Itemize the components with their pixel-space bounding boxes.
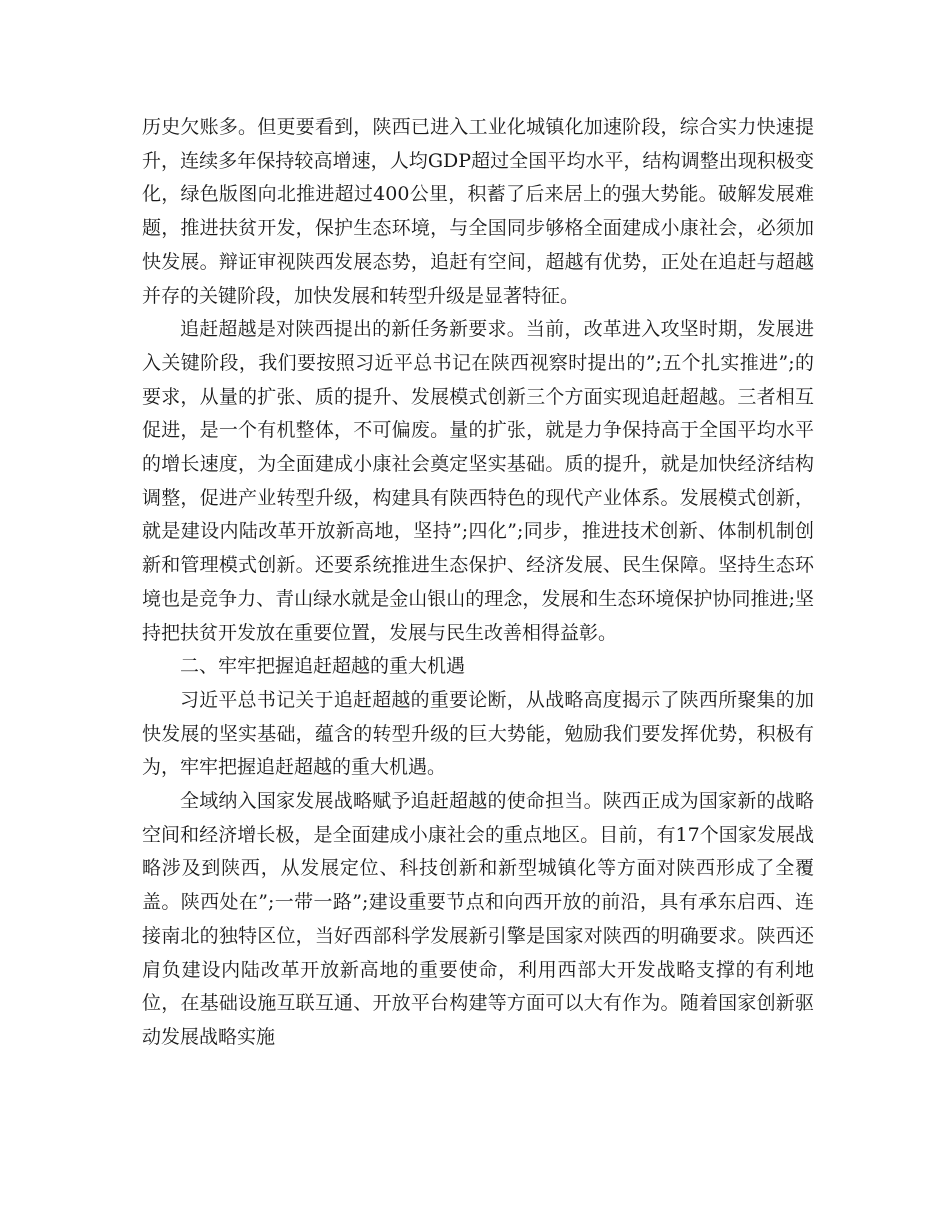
section-heading: 二、牢牢把握追赶超越的重大机遇	[180, 655, 466, 678]
paragraph-national-strategy: 全域纳入国家发展战略赋予追赶超越的使命担当。陕西正成为国家新的战略空间和经济增长极，是全面建成小康社会的重点地区。目前，有17个国家发展战略涉及到陕西，从发展定位、科技创新和新型城镇化等方面对陕西形成了全覆盖。陕西处在”;一带一路”;建设重要节点和向西开放的前沿，具有承东启西、连接南北的独特区位，当好西部科学发展新引擎是国家对陕西的明确要求。陕西还肩负建设内陆改革开放新高地的重要使命，利用西部大开发战略支撑的有利地位，在基础设施互联互通、开放平台构建等方面可以大有作为。随着国家创新驱动发展战略实施	[142, 790, 814, 1048]
paragraph-continuation: 历史欠账多。但更要看到，陕西已进入工业化城镇化加速阶段，综合实力快速提升，连续多年保持较高增速，人均GDP超过全国平均水平，结构调整出现积极变化，绿色版图向北推进超过400公里，积蓄了后来居上的强大势能。破解发展难题，推进扶贫开发，保护生态环境，与全国同步够格全面建成小康社会，必须加快发展。辩证审视陕西发展态势，追赶有空间，超越有优势，正处在追赶与超越并存的关键阶段，加快发展和转型升级是显著特征。	[142, 116, 814, 307]
document-page	[142, 111, 814, 1055]
paragraph-new-requirements: 追赶超越是对陕西提出的新任务新要求。当前，改革进入攻坚时期，发展进入关键阶段，我们要按照习近平总书记在陕西视察时提出的”;五个扎实推进”;的要求，从量的扩张、质的提升、发展模式创新三个方面实现追赶超越。三者相互促进，是一个有机整体，不可偏废。量的扩张，就是力争保持高于全国平均水平的增长速度，为全面建成小康社会奠定坚实基础。质的提升，就是加快经济结构调整，促进产业转型升级，构建具有陕西特色的现代产业体系。发展模式创新，就是建设内陆改革开放新高地，坚持”;四化”;同步，推进技术创新、体制机制创新和管理模式创新。还要系统推进生态保护、经济发展、民生保障。坚持生态环境也是竞争力、青山绿水就是金山银山的理念，发展和生态环境保护协同推进;坚持把扶贫开发放在重要位置，发展与民生改善相得益彰。	[142, 318, 814, 644]
paragraph-important-thesis: 习近平总书记关于追赶超越的重要论断，从战略高度揭示了陕西所聚集的加快发展的坚实基础，蕴含的转型升级的巨大势能，勉励我们要发挥优势，积极有为，牢牢把握追赶超越的重大机遇。	[142, 688, 814, 779]
